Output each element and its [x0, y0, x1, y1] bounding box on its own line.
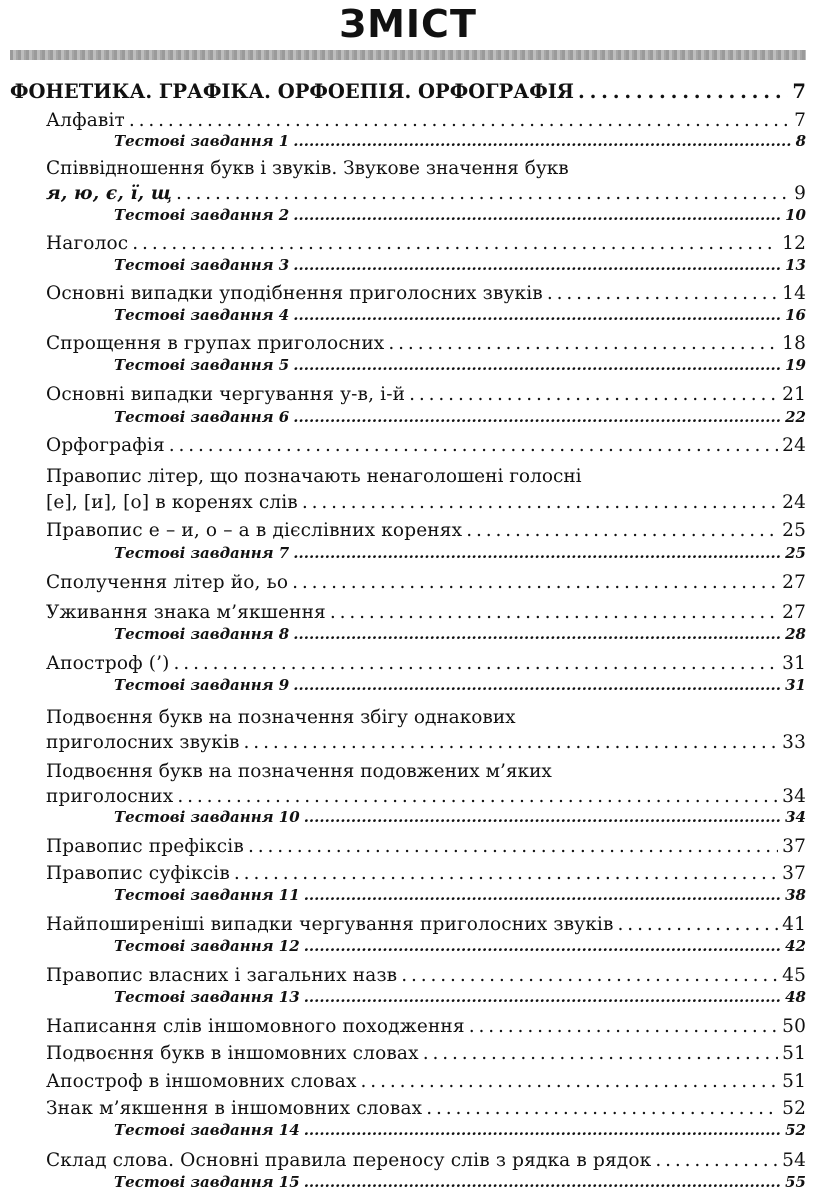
- toc-test-entry[interactable]: [114, 544, 806, 562]
- toc-entry-label: Правопис префіксів: [46, 836, 244, 857]
- toc-entry-label: Тестові завдання 7: [114, 544, 290, 562]
- toc-entry-label: Наголос: [46, 233, 129, 254]
- dot-leader: [618, 914, 779, 935]
- dot-leader: [177, 786, 778, 807]
- toc-entry-page: 52: [782, 1098, 806, 1119]
- dot-leader: [293, 256, 781, 274]
- dot-leader: [304, 808, 781, 826]
- toc-entry[interactable]: [46, 1098, 806, 1119]
- toc-entry-label: Тестові завдання 15: [114, 1173, 300, 1191]
- toc-entry-label: приголосних: [46, 786, 174, 807]
- toc-entry-label: Правопис власних і загальних назв: [46, 965, 398, 986]
- dot-leader: [304, 1121, 781, 1139]
- toc-entry[interactable]: [46, 283, 806, 304]
- toc-entry[interactable]: [46, 965, 806, 986]
- toc-entry-label: Орфографія: [46, 435, 165, 456]
- toc-test-entry[interactable]: [114, 625, 806, 643]
- toc-test-entry[interactable]: [114, 808, 806, 826]
- toc-entry-label: Тестові завдання 6: [114, 408, 290, 426]
- toc-entry-label: приголосних звуків: [46, 732, 240, 753]
- page-title: ЗМІСТ: [339, 2, 477, 46]
- dot-leader: [292, 572, 778, 593]
- toc-entry-label: Подвоєння букв на позначення збігу однакових: [46, 707, 516, 728]
- toc-entry[interactable]: [46, 1071, 806, 1092]
- toc-entry-label: Основні випадки уподібнення приголосних звуків: [46, 283, 543, 304]
- dot-leader: [655, 1150, 778, 1171]
- toc-section-page: 7: [792, 80, 806, 103]
- toc-entry-page: 16: [785, 306, 806, 324]
- toc-test-entry[interactable]: [114, 988, 806, 1006]
- toc-entry-page: 37: [782, 836, 806, 857]
- toc-entry[interactable]: [46, 333, 806, 354]
- toc-entry-label: я, ю, є, ї, щ: [46, 183, 173, 204]
- dot-leader: [361, 1071, 779, 1092]
- toc-entry-label: Подвоєння букв в іншомовних словах: [46, 1043, 419, 1064]
- dot-leader: [293, 544, 781, 562]
- toc-entry-page: 52: [785, 1121, 806, 1139]
- toc-entry-label: Сполучення літер йо, ьо: [46, 572, 289, 593]
- dot-leader: [578, 80, 788, 103]
- toc-entry-page: 18: [782, 333, 806, 354]
- toc-entry-page: 51: [782, 1043, 806, 1064]
- toc-entry-page: 25: [782, 520, 806, 541]
- toc-entry-page: 50: [782, 1016, 806, 1037]
- toc-entry[interactable]: [46, 732, 806, 753]
- toc-section-label: ФОНЕТИКА. ГРАФІКА. ОРФОЕПІЯ. ОРФОГРАФІЯ: [10, 80, 575, 103]
- toc-test-entry[interactable]: [114, 1173, 806, 1191]
- toc-entry-page: 8: [795, 132, 806, 150]
- toc-entry-label: Правопис літер, що позначають ненаголошені голосні: [46, 466, 582, 487]
- dot-leader: [469, 1016, 778, 1037]
- toc-entry[interactable]: [46, 602, 806, 623]
- dot-leader: [388, 333, 778, 354]
- toc-entry[interactable]: [46, 384, 806, 405]
- dot-leader: [304, 937, 781, 955]
- toc-entry[interactable]: [46, 914, 806, 935]
- toc-entry[interactable]: [46, 836, 806, 857]
- toc-section[interactable]: [10, 80, 806, 103]
- toc-entry-label: Тестові завдання 10: [114, 808, 300, 826]
- toc-entry-page: 51: [782, 1071, 806, 1092]
- dot-leader: [244, 732, 779, 753]
- toc-entry-page: 12: [782, 233, 806, 254]
- dot-leader: [401, 965, 778, 986]
- toc-entry-page: 48: [785, 988, 806, 1006]
- dot-leader: [409, 384, 778, 405]
- dot-leader: [234, 863, 778, 884]
- toc-entry-page: 37: [782, 863, 806, 884]
- toc-entry[interactable]: [46, 183, 806, 204]
- toc-entry-label: Тестові завдання 14: [114, 1121, 300, 1139]
- toc-entry-page: 45: [782, 965, 806, 986]
- toc-entry-label: Тестові завдання 2: [114, 206, 290, 224]
- dot-leader: [293, 408, 781, 426]
- toc-entry-label: Спрощення в групах приголосних: [46, 333, 385, 354]
- dot-leader: [176, 183, 790, 204]
- dot-leader: [304, 1173, 781, 1191]
- dot-leader: [426, 1098, 778, 1119]
- toc-entry-label: Апостроф в іншомовних словах: [46, 1071, 357, 1092]
- toc-entry-label: Знак м’якшення в іншомовних словах: [46, 1098, 423, 1119]
- toc-entry-page: 21: [782, 384, 806, 405]
- toc-test-entry[interactable]: [114, 408, 806, 426]
- toc-entry-page: 31: [782, 653, 806, 674]
- toc-entry-label: Тестові завдання 4: [114, 306, 290, 324]
- toc-entry-line[interactable]: [46, 466, 806, 487]
- toc-entry[interactable]: [46, 863, 806, 884]
- toc-entry-label: Тестові завдання 12: [114, 937, 300, 955]
- toc-test-entry[interactable]: [114, 1121, 806, 1139]
- dot-leader: [169, 435, 778, 456]
- dot-leader: [174, 653, 779, 674]
- dot-leader: [330, 602, 778, 623]
- dot-leader: [466, 520, 778, 541]
- toc-test-entry[interactable]: [114, 256, 806, 274]
- toc-test-entry[interactable]: [114, 676, 806, 694]
- toc-entry-page: 19: [785, 356, 806, 374]
- toc-test-entry[interactable]: [114, 132, 806, 150]
- dot-leader: [302, 492, 778, 513]
- dot-leader: [293, 306, 781, 324]
- dot-leader: [423, 1043, 778, 1064]
- toc-test-entry[interactable]: [114, 937, 806, 955]
- toc-entry-page: 27: [782, 572, 806, 593]
- toc-entry[interactable]: [46, 786, 806, 807]
- toc-entry-label: Тестові завдання 3: [114, 256, 290, 274]
- toc-entry-label: Тестові завдання 8: [114, 625, 290, 643]
- toc-entry-line[interactable]: [46, 761, 806, 782]
- toc-entry[interactable]: [46, 435, 806, 456]
- toc-entry-label: Тестові завдання 1: [114, 132, 290, 150]
- toc-entry-label: Тестові завдання 9: [114, 676, 290, 694]
- toc-entry-line[interactable]: [46, 158, 806, 179]
- toc-entry-page: 25: [785, 544, 806, 562]
- toc-test-entry[interactable]: [114, 356, 806, 374]
- toc-entry-page: 41: [782, 914, 806, 935]
- toc-entry-page: 27: [782, 602, 806, 623]
- toc-entry-label: Уживання знака м’якшення: [46, 602, 326, 623]
- dot-leader: [293, 206, 781, 224]
- toc-test-entry[interactable]: [114, 206, 806, 224]
- toc-entry-page: 9: [794, 183, 806, 204]
- toc-entry-label: [е], [и], [о] в коренях слів: [46, 492, 298, 513]
- toc-entry[interactable]: [46, 110, 806, 131]
- toc-entry-label: Подвоєння букв на позначення подовжених м’яких: [46, 761, 552, 782]
- toc-entry-page: 13: [785, 256, 806, 274]
- toc-entry-page: 14: [782, 283, 806, 304]
- toc-entry-label: Склад слова. Основні правила переносу слів з рядка в рядок: [46, 1150, 652, 1171]
- toc-entry-page: 22: [785, 408, 806, 426]
- dot-leader: [293, 356, 781, 374]
- dot-leader: [248, 836, 778, 857]
- toc-entry-label: Написання слів іншомовного походження: [46, 1016, 465, 1037]
- toc-entry-label: Співвідношення букв і звуків. Звукове значення букв: [46, 158, 569, 179]
- toc-entry-page: 24: [782, 435, 806, 456]
- toc-test-entry[interactable]: [114, 886, 806, 904]
- toc-entry[interactable]: [46, 653, 806, 674]
- toc-entry-label: Найпоширеніші випадки чергування приголосних звуків: [46, 914, 614, 935]
- toc-entry[interactable]: [46, 1043, 806, 1064]
- toc-entry[interactable]: [46, 1150, 806, 1171]
- toc-entry-page: 42: [785, 937, 806, 955]
- toc-entry-label: Правопис е – и, о – а в дієслівних коренях: [46, 520, 463, 541]
- toc-entry-page: 10: [785, 206, 806, 224]
- toc-entry-label: Тестові завдання 13: [114, 988, 300, 1006]
- toc-entry-line[interactable]: [46, 707, 806, 728]
- dot-leader: [304, 886, 781, 904]
- toc-entry-page: 38: [785, 886, 806, 904]
- toc-entry-label: Правопис суфіксів: [46, 863, 230, 884]
- toc-entry-page: 34: [782, 786, 806, 807]
- toc-entry-page: 7: [794, 110, 806, 131]
- toc-entry-page: 24: [782, 492, 806, 513]
- toc-entry[interactable]: [46, 572, 806, 593]
- dot-leader: [293, 132, 791, 150]
- toc-entry-page: 33: [782, 732, 806, 753]
- toc-entry-label: Тестові завдання 5: [114, 356, 290, 374]
- dot-leader: [304, 988, 781, 1006]
- toc-entry[interactable]: [46, 520, 806, 541]
- dot-leader: [132, 233, 778, 254]
- toc-entry[interactable]: [46, 233, 806, 254]
- toc-entry[interactable]: [46, 492, 806, 513]
- toc-entry[interactable]: [46, 1016, 806, 1037]
- toc-entry-label: Тестові завдання 11: [114, 886, 300, 904]
- dot-leader: [293, 676, 781, 694]
- toc-entry-page: 55: [785, 1173, 806, 1191]
- toc-entry-label: Алфавіт: [46, 110, 125, 131]
- toc-entry-label: Апостроф (’): [46, 653, 170, 674]
- dot-leader: [547, 283, 778, 304]
- dot-leader: [129, 110, 790, 131]
- toc-entry-page: 28: [785, 625, 806, 643]
- toc-entry-page: 54: [782, 1150, 806, 1171]
- toc-test-entry[interactable]: [114, 306, 806, 324]
- dot-leader: [293, 625, 781, 643]
- toc-entry-page: 31: [785, 676, 806, 694]
- toc-entry-label: Основні випадки чергування у-в, і-й: [46, 384, 406, 405]
- toc-entry-page: 34: [785, 808, 806, 826]
